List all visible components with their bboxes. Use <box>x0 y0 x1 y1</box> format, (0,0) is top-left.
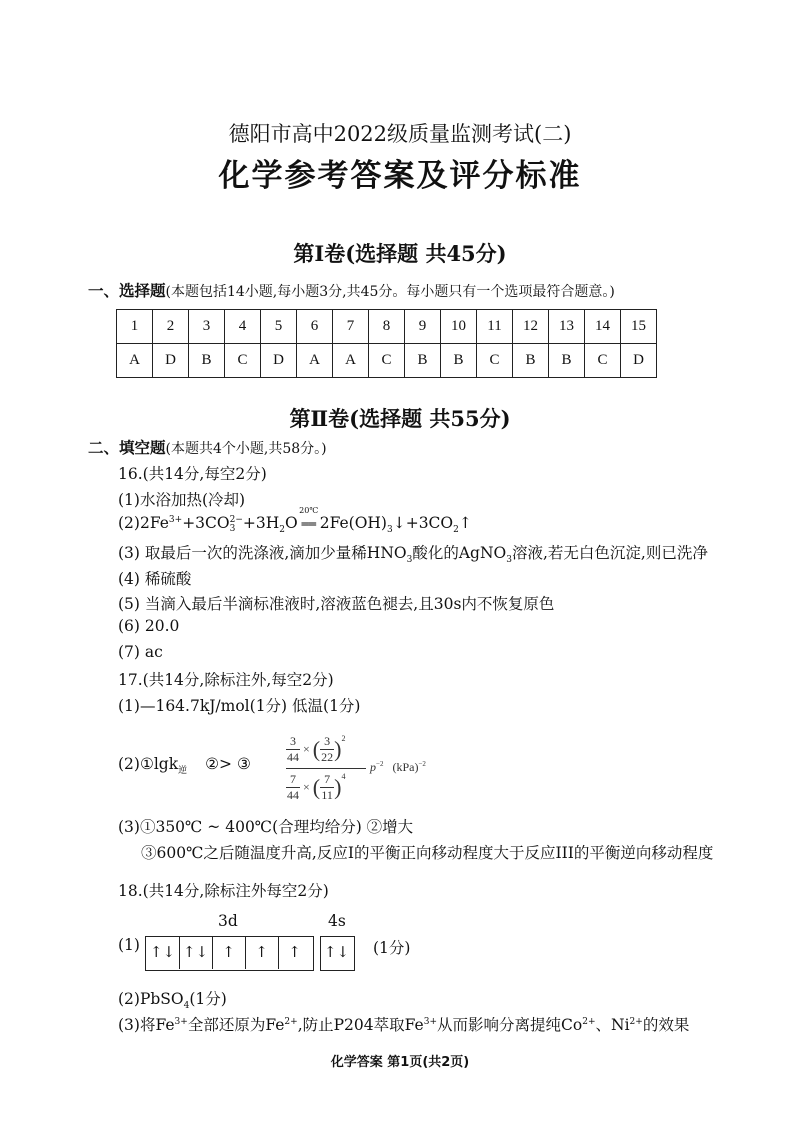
p-term: p <box>370 760 376 774</box>
q16-answer-1: (1)水浴加热(冷却) <box>118 491 246 509</box>
exponent: −2 <box>418 760 426 768</box>
kp-denominator: $\frac{7}{44}$ × ( $\frac{7}{11}$ )$^4$ <box>287 772 346 802</box>
answer-number-cell: 14 <box>585 310 621 344</box>
q18-a3-charge: 2+ <box>629 1016 643 1027</box>
q18-a3-text: ,防止P204萃取Fe <box>297 1016 424 1034</box>
q16-a3-text: (3) 取最后一次的洗涤液,滴加少量稀HNO <box>118 544 407 562</box>
answer-choice-cell: B <box>513 344 549 378</box>
q17-a2-text: (2)①lgk <box>118 755 179 773</box>
answer-choice-cell: C <box>585 344 621 378</box>
q16-a2-text: (2)2Fe <box>118 514 169 532</box>
times-sign: × <box>303 742 310 756</box>
q17-answer-1: (1)—164.7kJ/mol(1分) 低温(1分) <box>118 697 361 715</box>
orbital-3d-label: 3d <box>218 912 238 930</box>
q18-a3-text: 从而影响分离提纯Co <box>437 1016 583 1034</box>
orbital-3d-cell: ↑ <box>222 943 235 961</box>
frac-den: 11 <box>321 788 333 802</box>
answer-number-cell: 15 <box>621 310 657 344</box>
q17-answer-3b: ③600℃之后随温度升高,反应I的平衡正向移动程度大于反应III的平衡逆向移动程度 <box>141 844 714 862</box>
q16-answer-4: (4) 稀硫酸 <box>118 570 192 588</box>
kp-tail <box>370 760 426 775</box>
section1-note: (本题包括14小题,每小题3分,共45分。每小题只有一个选项最符合题意。) <box>165 284 615 300</box>
answer-choice-cell: A <box>117 344 153 378</box>
answer-number-cell: 3 <box>189 310 225 344</box>
q16-a2-charge: 3+ <box>168 514 183 525</box>
q16-a2-sub: 2 <box>279 525 285 536</box>
answer-number-cell: 8 <box>369 310 405 344</box>
answer-choice-cell: C <box>477 344 513 378</box>
section1-label: 一、选择题 <box>88 282 166 300</box>
q17-answer-2 <box>118 755 251 776</box>
q16-a2-sub: 2 <box>453 525 459 536</box>
q18-a1-score: (1分) <box>373 939 411 957</box>
section1-title: 第Ⅰ卷(选择题 共45分) <box>293 241 507 266</box>
frac-num: 7 <box>290 772 296 786</box>
section2-heading <box>88 436 327 458</box>
q16-a2-text: ↑ <box>458 514 472 532</box>
q16-a2-text: ↓+3CO <box>392 514 454 532</box>
answer-number-cell: 11 <box>477 310 513 344</box>
q16-answer-7: (7) ac <box>118 643 163 661</box>
orbital-3d-cell: ↑↓ <box>182 943 209 961</box>
kp-numerator: $\frac{3}{44}$ × ( $\frac{3}{22}$ )$^2$ <box>287 734 346 764</box>
answer-number-row <box>117 310 657 344</box>
answer-number-cell: 13 <box>549 310 585 344</box>
answer-choice-cell: B <box>441 344 477 378</box>
orbital-3d-cell: ↑ <box>288 943 301 961</box>
q16-answer-5: (5) 当滴入最后半滴标准液时,溶液蓝色褪去,且30s内不恢复原色 <box>118 595 555 613</box>
answer-number-cell: 2 <box>153 310 189 344</box>
answer-number-cell: 12 <box>513 310 549 344</box>
q16-answer-3 <box>118 541 708 565</box>
answer-number-cell: 6 <box>297 310 333 344</box>
document-title: 化学参考答案及评分标准 <box>218 158 582 194</box>
page-footer: 化学答案 第1页(共2页) <box>330 1055 470 1070</box>
q18-a3-charge: 2+ <box>582 1016 596 1027</box>
answer-choice-cell: D <box>621 344 657 378</box>
answer-number-cell: 1 <box>117 310 153 344</box>
q18-answer-3 <box>118 1013 689 1035</box>
q18-a3-text: 全部还原为Fe <box>187 1016 285 1034</box>
frac-den: 44 <box>287 788 299 802</box>
q16-a3-text: 酸化的AgNO <box>412 544 507 562</box>
exponent: 4 <box>341 772 346 781</box>
frac-den: 44 <box>287 750 299 764</box>
orbital-4s-cell: ↑↓ <box>323 943 350 961</box>
q18-a3-text: (3)将Fe <box>118 1016 175 1034</box>
answer-choice-cell: A <box>333 344 369 378</box>
q17-head: 17.(共14分,除标注外,每空2分) <box>118 671 334 689</box>
frac-num: 3 <box>324 734 331 748</box>
answer-choice-cell: D <box>153 344 189 378</box>
q18-head: 18.(共14分,除标注外每空2分) <box>118 882 329 900</box>
section2-label: 二、填空题 <box>88 439 166 457</box>
answer-number-cell: 5 <box>261 310 297 344</box>
q18-a2-text: (1分) <box>189 990 227 1008</box>
orbital-4s-label: 4s <box>328 912 346 930</box>
q16-head: 16.(共14分,每空2分) <box>118 465 267 483</box>
q16-a2-sub: 3 <box>386 525 393 536</box>
section2-note: (本题共4个小题,共58分。) <box>165 441 327 457</box>
answer-number-cell: 7 <box>333 310 369 344</box>
section2-title: 第Ⅱ卷(选择题 共55分) <box>289 406 511 431</box>
answer-number-cell: 9 <box>405 310 441 344</box>
frac-num: 7 <box>324 772 331 786</box>
answer-table <box>116 309 657 378</box>
q18-a3-text: 的效果 <box>642 1016 690 1034</box>
answer-choice-cell: C <box>225 344 261 378</box>
q18-a3-charge: 3+ <box>174 1016 188 1027</box>
q18-a2-text: (2)PbSO <box>118 990 184 1008</box>
q16-a2-charge: 2− <box>229 514 243 525</box>
answer-number-cell: 10 <box>441 310 477 344</box>
answer-choice-row <box>117 344 657 378</box>
main-fraction-bar <box>286 768 366 769</box>
unit: (kPa) <box>392 760 419 774</box>
section1-heading <box>88 279 615 301</box>
q16-a3-sub: 3 <box>406 555 413 566</box>
q16-a2-equals: ══ <box>301 517 316 531</box>
q16-a3-sub: 3 <box>506 555 512 566</box>
q17-a2-text: ②> ③ <box>205 755 251 773</box>
q16-answer-6: (6) 20.0 <box>118 617 180 635</box>
answer-choice-cell: B <box>549 344 585 378</box>
exam-title: 德阳市高中2022级质量监测考试(二) <box>228 122 572 146</box>
q18-a3-charge: 2+ <box>284 1016 298 1027</box>
q18-a3-charge: 3+ <box>423 1016 438 1027</box>
answer-choice-cell: A <box>297 344 333 378</box>
q16-a2-sub: 3 <box>229 524 236 534</box>
q18-a1-label: (1) <box>118 936 140 954</box>
q16-a2-text: 2Fe(OH) <box>319 514 387 532</box>
q18-a2-sub: 4 <box>183 1001 190 1012</box>
orbital-3d-cell: ↑↓ <box>149 943 176 961</box>
exponent: −2 <box>376 760 384 768</box>
q16-a2-condition: 20℃ <box>299 506 319 515</box>
q16-answer-2 <box>118 506 472 536</box>
q18-answer-2 <box>118 987 227 1011</box>
frac-den: 22 <box>321 750 334 764</box>
q16-a2-text: +3H <box>242 514 280 532</box>
q17-a2-sub: 逆 <box>178 766 188 777</box>
q16-a2-text: +3CO <box>182 514 230 532</box>
answer-number-cell: 4 <box>225 310 261 344</box>
answer-choice-cell: B <box>405 344 441 378</box>
frac-num: 3 <box>290 734 296 748</box>
exponent: 2 <box>341 734 346 743</box>
answer-choice-cell: B <box>189 344 225 378</box>
q18-a3-text: 、Ni <box>595 1016 630 1034</box>
answer-choice-cell: D <box>261 344 297 378</box>
q16-a2-text: O <box>285 514 298 532</box>
answer-choice-cell: C <box>369 344 405 378</box>
times-sign: × <box>303 780 310 794</box>
orbital-3d-cell: ↑ <box>255 943 268 961</box>
q17-answer-3: (3)①350℃ ~ 400℃(合理均给分) ②增大 <box>118 818 414 836</box>
q16-a3-text: 溶液,若无白色沉淀,则已洗净 <box>511 544 708 562</box>
